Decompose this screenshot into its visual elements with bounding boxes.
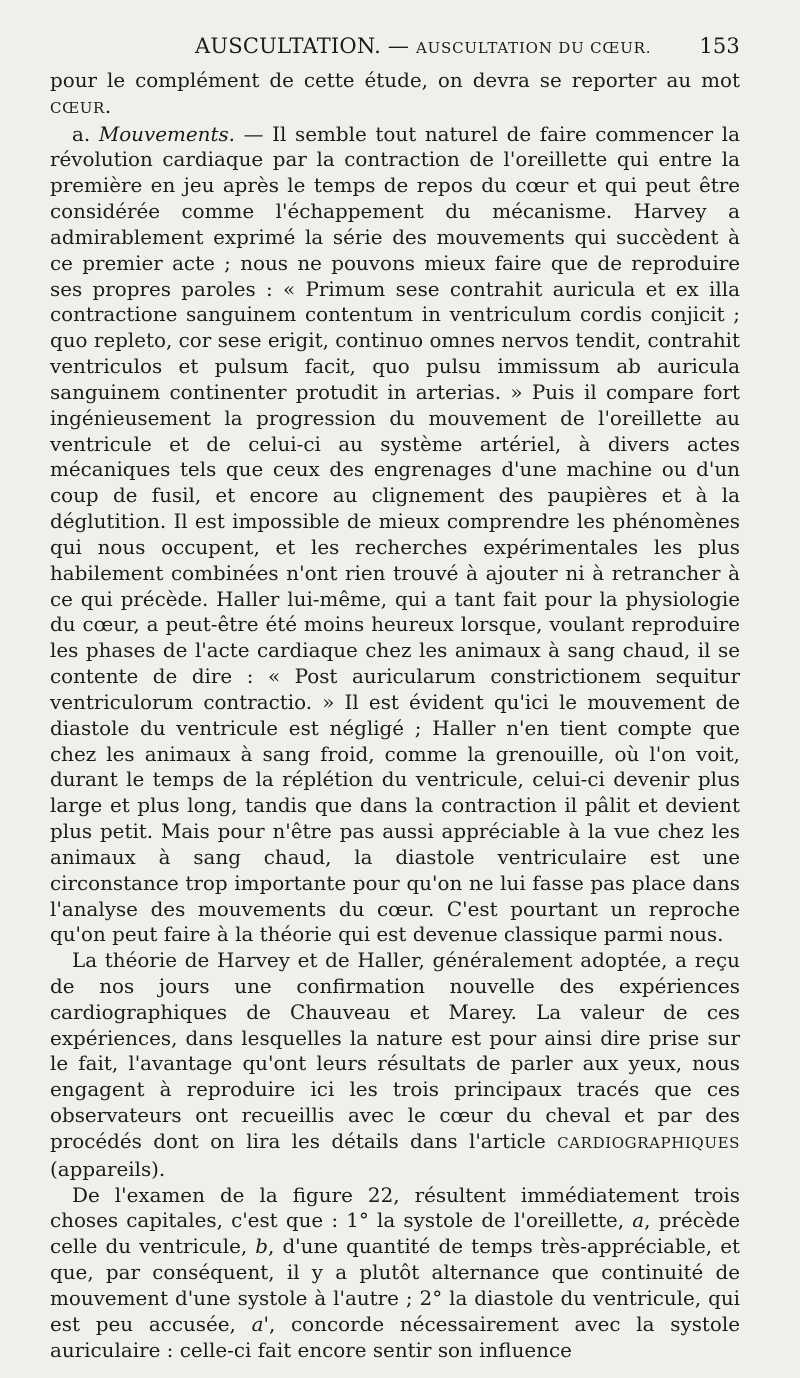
p0-text: pour le complément de cette étude, on devra se reporter au mot	[50, 69, 740, 92]
p2-end: (appareils).	[50, 1157, 166, 1181]
page-body	[50, 68, 740, 1363]
p2-text: La théorie de Harvey et de Haller, généralement adoptée, a reçu de nos jours une confirmation nouvelle des expériences cardiographiques de Chauveau et Marey. La valeur de ces expériences, dans lesquelles la nature est pour ainsi dire prise sur le fait, l'avantage qu'ont leurs résultats de parler aux yeux, nous engagent à reproduire ici les trois principaux tracés que ces observateurs ont recueillis avec le cœur du cheval et par des procédés dont on lira les détails dans l'article	[50, 949, 740, 1153]
title-sub: AUSCULTATION DU CŒUR.	[415, 39, 652, 57]
title-main: AUSCULTATION.	[195, 34, 381, 58]
p0-end: .	[104, 94, 112, 118]
section-letter: a.	[72, 122, 99, 146]
p3-text-3: , d'une quantité de temps très-appréciable, et que, par conséquent, il y a plutôt alternance que continuité de mouvement d'une systole à l'autre ; 2° la diastole du ventricule, qui est peu accusée,	[50, 1235, 740, 1336]
paragraph-theorie	[50, 948, 740, 1182]
p3-text-4: , concorde nécessairement avec la systole auriculaire : celle-ci fait encore sentir son influence	[50, 1312, 741, 1362]
paragraph-continuation	[50, 68, 740, 122]
page-number: 153	[699, 34, 740, 58]
cross-reference-coeur: CŒUR	[50, 98, 105, 117]
p3-var-a-prime: a'	[251, 1312, 269, 1336]
paragraph-figure-22	[50, 1183, 740, 1364]
running-header	[50, 30, 740, 64]
cross-reference-cardiographiques: CARDIOGRAPHIQUES	[557, 1133, 740, 1152]
section-heading: Mouvements.	[98, 122, 235, 146]
p3-text-1: De l'examen de la figure 22, résultent immédiatement trois choses capitales, c'est que : 1° la systole de l'oreillette,	[50, 1183, 740, 1233]
p3-var-a: a	[632, 1209, 645, 1233]
p1-text: — Il semble tout naturel de faire commencer la révolution cardiaque par la contraction de l'oreillette qui entre la première en jeu après le temps de repos du cœur et qui peut être considérée comme l'échappement du mécanisme. Harvey a admirablement exprimé la série des mouvements qui succèdent à ce premier acte ; nous ne pouvons mieux faire que de reproduire ses propres paroles : « Primum sese contrahit auricula et ex illa contractione sanguinem contentum in ventriculum cordis conjicit ; quo repleto, cor sese erigit, continuo omnes nervos tendit, contrahit ventriculos et pulsum facit, quo pulsu immissum ab auricula sanguinem continenter protudit in arterias. » Puis il compare fort ingénieusement la progression du mouvement de l'oreillette au ventricule et de celui-ci au système artériel, à divers actes mécaniques tels que ceux des engrenages d'une machine ou d'un coup de fusil, et encore au clignement des paupières et à la déglutition. Il est impossible de mieux comprendre les phénomènes qui nous occupent, et les recherches expérimentales les plus habilement combinées n'ont rien trouvé à ajouter ni à retrancher à ce qui précède. Haller lui-même, qui a tant fait pour la physiologie du cœur, a peut-être été moins heureux lorsque, voulant reproduire les phases de l'acte cardiaque chez les animaux à sang chaud, il se contente de dire : « Post auricularum constrictionem sequitur ventriculorum contractio. » Il est évident qu'ici le mouvement de diastole du ventricule est négligé ; Haller n'en tient compte que chez les animaux à sang froid, comme la grenouille, où l'on voit, durant le temps de la réplétion du ventricule, celui-ci devenir plus large et plus long, tandis que dans la contraction il pâlit et devient plus petit. Mais pour n'être pas aussi appréciable à la vue chez les animaux à sang chaud, la diastole ventriculaire est une circonstance trop importante pour qu'on ne lui fasse pas place dans l'analyse des mouvements du cœur. C'est pourtant un reproche qu'on peut faire à la théorie qui est devenue classique parmi nous.	[50, 122, 740, 947]
p3-var-b: b	[255, 1235, 269, 1259]
running-title	[195, 34, 651, 58]
paragraph-mouvements	[50, 122, 740, 949]
title-dash: —	[387, 34, 410, 58]
p3-text-2: , précède celle du ventricule,	[50, 1209, 741, 1259]
